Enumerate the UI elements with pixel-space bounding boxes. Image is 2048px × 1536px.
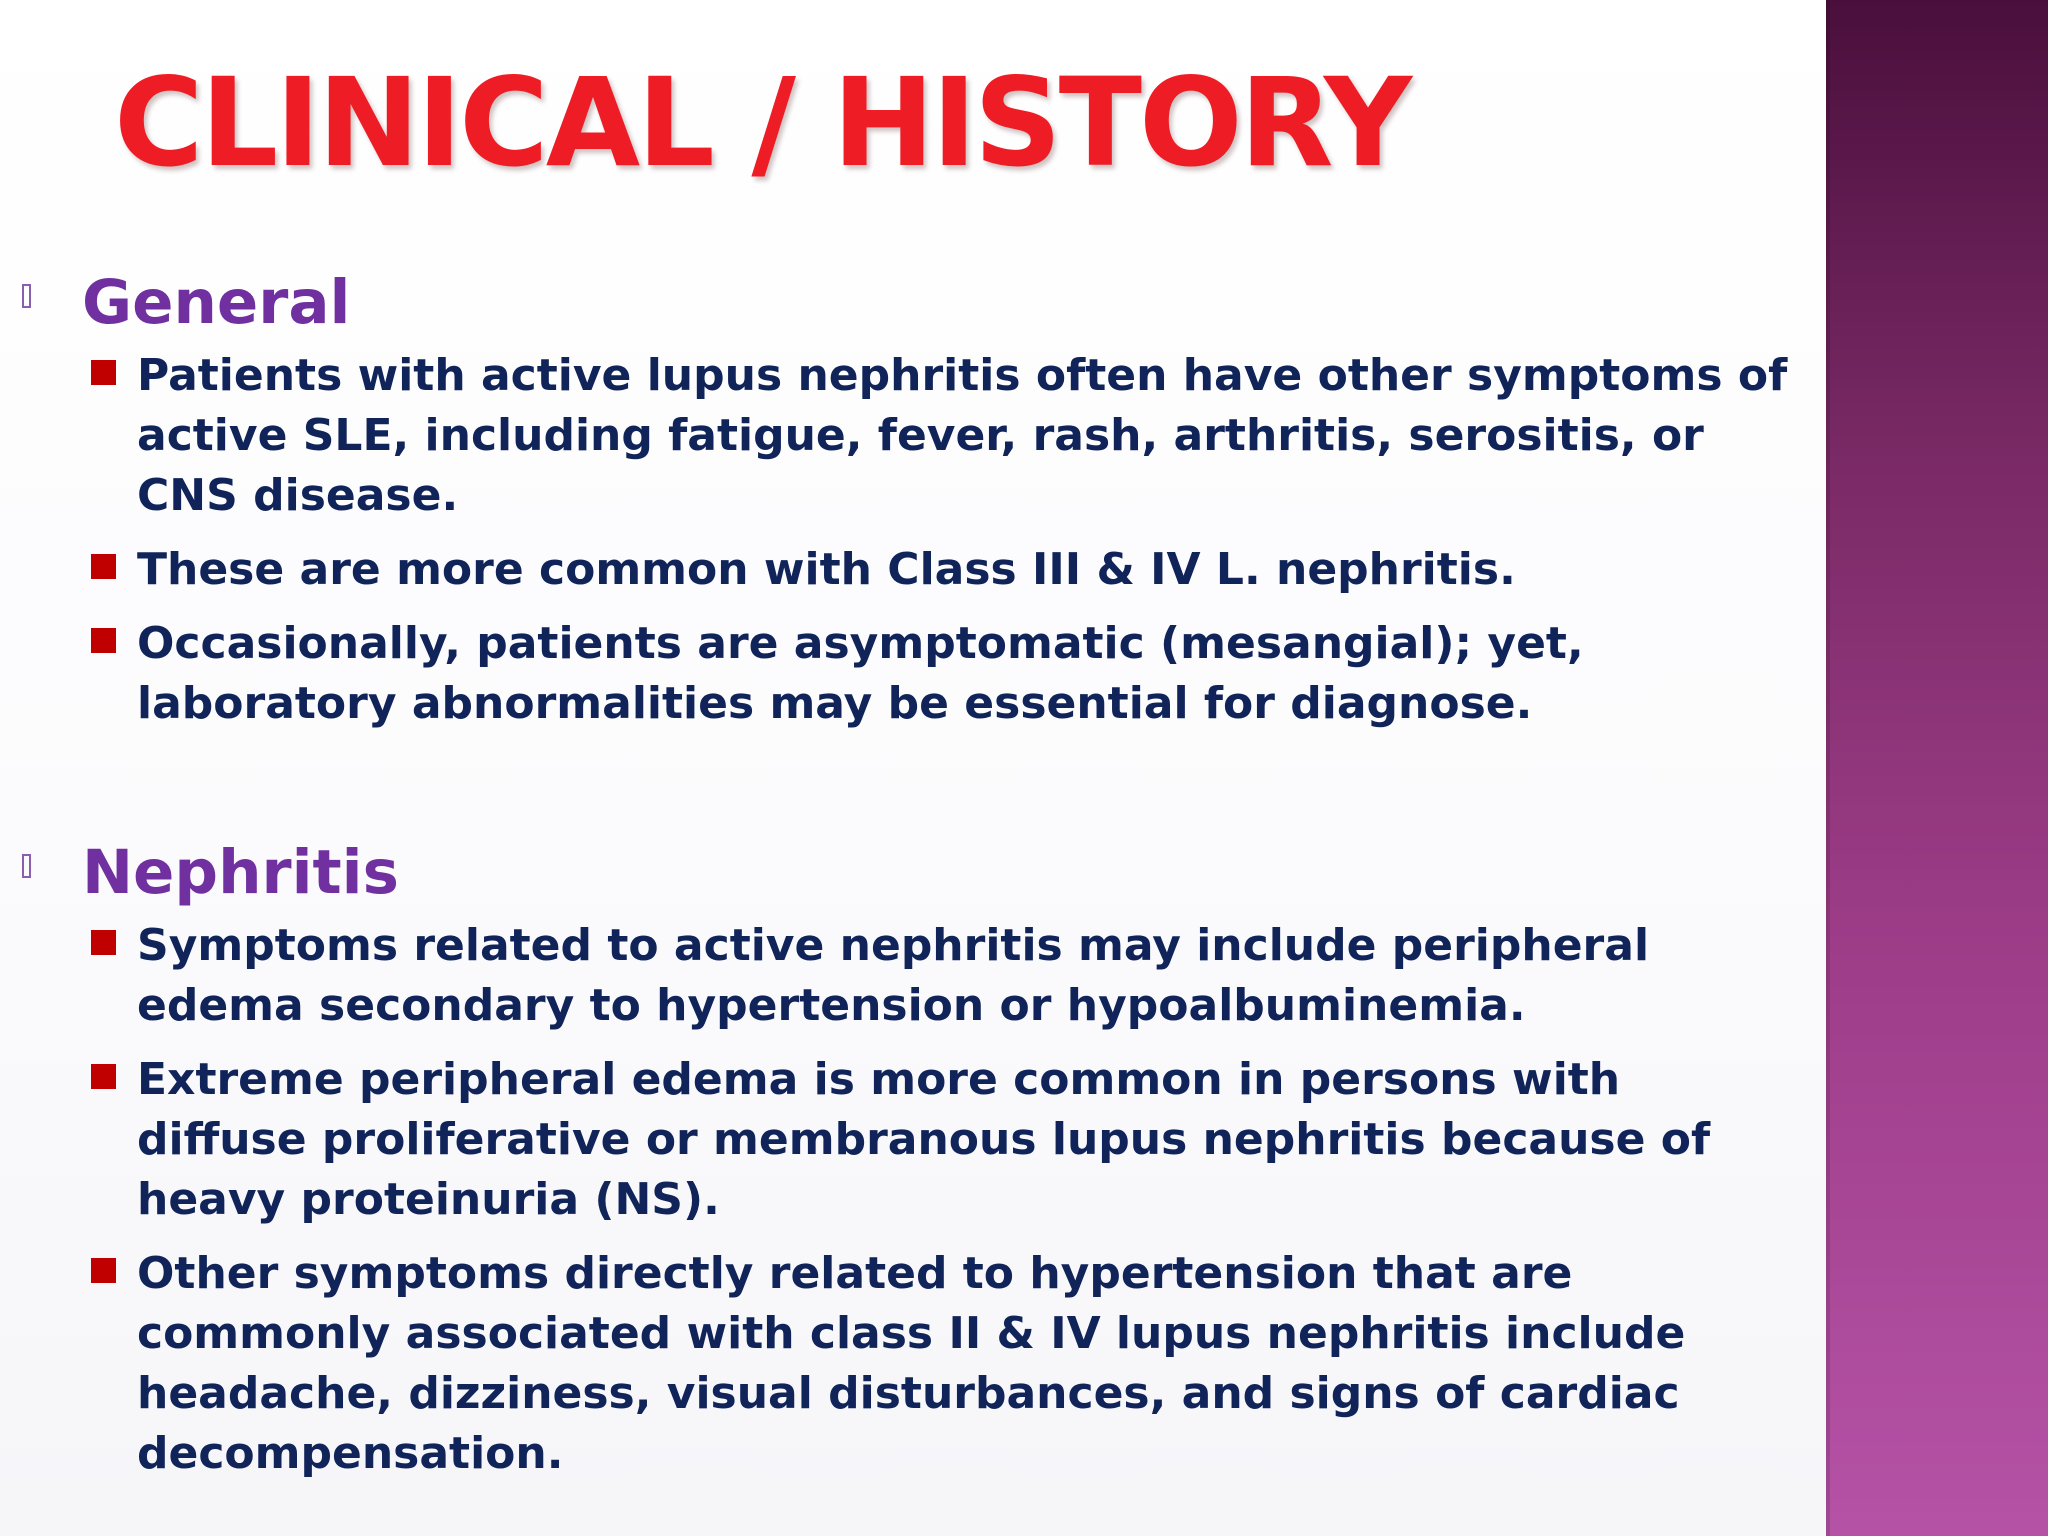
square-bullet-icon (91, 930, 116, 955)
list-item (0, 346, 1800, 526)
decorative-side-band (1826, 0, 2048, 1536)
section-nephritis (0, 836, 1800, 1498)
section-heading-row (0, 266, 1800, 346)
list-item (0, 916, 1800, 1036)
bullet-text: Other symptoms directly related to hypertension that are commonly associated with class II & IV lupus nephritis include headache, dizziness, visual disturbances, and signs of cardiac decompensation. (137, 1248, 1686, 1479)
square-bullet-icon (91, 554, 116, 579)
list-item (0, 1050, 1800, 1230)
bullet-text: Extreme peripheral edema is more common in persons with diffuse proliferative or membranous lupus nephritis because of heavy proteinuria (NS). (137, 1054, 1711, 1225)
square-bullet-icon (91, 628, 116, 653)
slide-title: CLINICAL / HISTORY (114, 52, 1410, 194)
section-heading: Nephritis (82, 837, 399, 908)
square-bullet-icon (91, 360, 116, 385)
section-bullet-icon (22, 284, 31, 308)
bullet-text: Symptoms related to active nephritis may include peripheral edema secondary to hypertension or hypoalbuminemia. (137, 920, 1650, 1031)
bullet-text: Occasionally, patients are asymptomatic (mesangial); yet, laboratory abnormalities may be essential for diagnose. (137, 618, 1584, 729)
list-item (0, 1244, 1800, 1484)
side-band-edge (1826, 0, 1830, 1536)
square-bullet-icon (91, 1258, 116, 1283)
section-bullet-icon (22, 854, 31, 878)
section-heading-row (0, 836, 1800, 916)
section-heading: General (82, 267, 351, 338)
bullet-list (0, 916, 1800, 1484)
section-general (0, 266, 1800, 748)
list-item (0, 540, 1800, 600)
bullet-text: These are more common with Class III & IV L. nephritis. (137, 544, 1516, 595)
list-item (0, 614, 1800, 734)
square-bullet-icon (91, 1064, 116, 1089)
bullet-text: Patients with active lupus nephritis often have other symptoms of active SLE, including fatigue, fever, rash, arthritis, serositis, or CNS disease. (137, 350, 1788, 521)
bullet-list (0, 346, 1800, 734)
